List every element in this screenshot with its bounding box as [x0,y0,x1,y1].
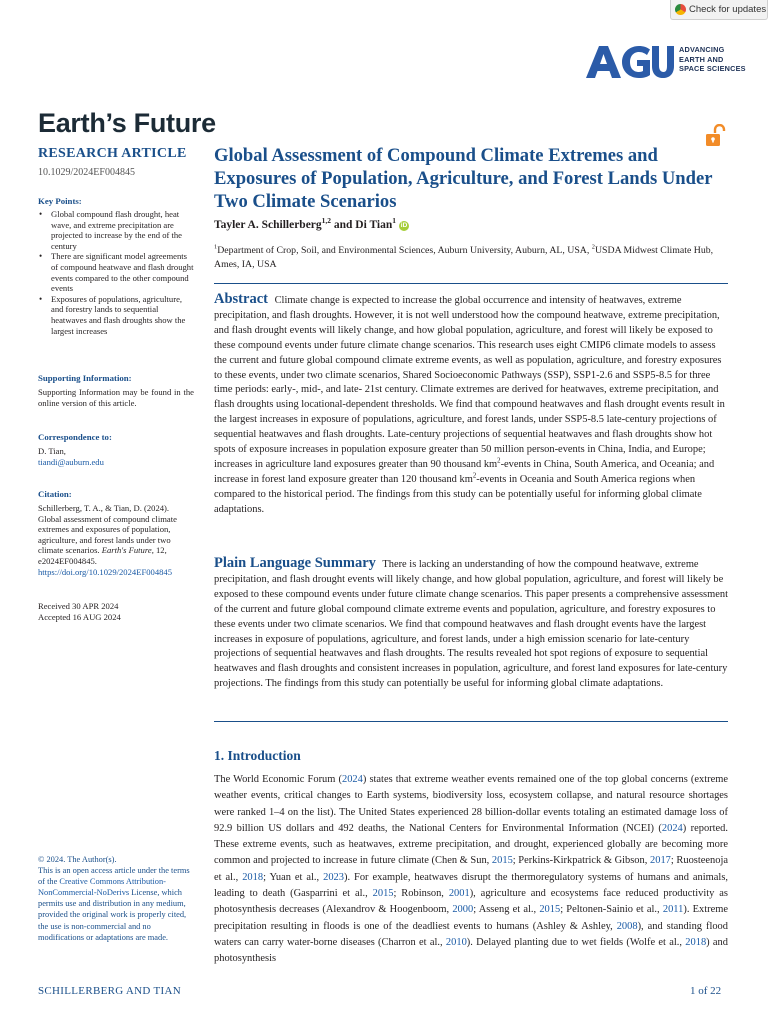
citation-journal: Earth's Future [101,545,152,556]
author-affil-sup: 1 [392,216,397,226]
license-text [38,854,194,943]
superscript: 2 [497,457,501,465]
affil-number: 2 [591,243,595,251]
intro-text: The World Economic Forum ( [214,774,342,785]
supporting-info-heading: Supporting Information: [38,373,132,383]
divider [214,283,728,284]
plain-language-summary [214,556,728,692]
affiliations [214,244,728,271]
affiliation: Department of Crop, Soil, and Environmental Sciences, Auburn University, Auburn, AL, USA, [217,245,592,256]
ref-link[interactable]: 2010 [445,936,467,948]
copyright: © 2024. The Author(s). [38,855,117,864]
correspondence-heading: Correspondence to: [38,432,112,442]
intro-text: ; Perkins-Kirkpatrick & Gibson, [512,855,650,867]
intro-text: ; Ruosteenoja et al., [214,855,729,883]
author-list [214,216,728,231]
intro-text: ; Yuan et al., [263,871,324,883]
footer-authors: SCHILLERBERG AND TIAN [38,985,181,997]
agu-logo [586,44,674,78]
citation-doi-link[interactable]: https://doi.org/10.1029/2024EF004845 [38,566,173,577]
check-for-updates-label: Check for updates [689,4,767,15]
affil-number: 1 [214,243,218,251]
affiliation: USDA Midwest Climate Hub, Ames, IA, USA [214,245,714,270]
author-name: Di Tian [355,219,393,231]
ref-link[interactable]: 2015 [491,855,513,867]
accepted-date: Accepted 16 AUG 2024 [38,612,121,622]
journal-title: Earth’s Future [38,108,216,138]
intro-text: ) and photosynthesis [214,936,728,965]
license-body: This is an open access article under the terms of the [38,866,190,887]
section-heading: 1. Introduction [214,748,301,763]
ref-link[interactable]: 2023 [323,871,344,883]
received-date: Received 30 APR 2024 [38,601,119,611]
correspondence-name: D. Tian, [38,446,66,456]
divider [214,721,728,722]
abstract-text: -events in China, South America, and Oceania; and increase in forest land exposure greater than 120 thousand km [214,458,715,485]
correspondence-email-link[interactable]: tiandi@auburn.edu [38,457,104,467]
ref-link[interactable]: 2015 [539,904,561,916]
intro-text: ), agriculture and ecosystems face reduced productivity as photosynthesis decreases (Alexandrov & Hoogenboom, [214,888,728,916]
superscript: 2 [472,472,477,480]
page-number: 1 of 22 [690,985,722,997]
intro-text: ). Extreme precipitation resulting in floods is one of the deadliest events to humans (Ashley & Ashley, [214,904,728,932]
key-points-heading: Key Points: [38,196,82,206]
intro-text: ). Delayed planting due to wet fields (Wolfe et al., [466,936,686,948]
key-points-list [38,209,194,336]
author-name: Tayler A. Schillerberg [214,219,322,231]
introduction-text [214,772,728,968]
agu-tagline-line: EARTH AND [679,54,724,64]
article-title: Global Assessment of Compound Climate Extremes and Exposures of Population, Agriculture, and Forest Lands Under Two Climate Scenarios [214,145,713,212]
intro-text: ) reported. These extreme events, such as heatwaves, extreme precipitation, and drought, experienced globally are becoming more common and projected to increase in future climate (Chen & Sun, [214,822,728,867]
agu-tagline-line: SPACE SCIENCES [679,64,746,74]
abstract-label: Abstract [214,291,268,307]
ref-link[interactable]: 2011 [662,904,684,916]
ref-link[interactable]: 2017 [650,855,671,867]
key-point: • Exposures of populations, agriculture, and forestry lands to sequential heatwaves and flash droughts show the largest increases [38,294,194,336]
citation-body: Schillerberg, T. A., & Tian, D. (2024). Global assessment of compound climate extremes and exposures of population, agriculture, and forest lands under two climate scenarios. [38,503,177,556]
doi: 10.1029/2024EF004845 [38,167,135,178]
agu-tagline-line: ADVANCING [679,45,725,54]
check-for-updates-button[interactable] [670,0,768,20]
supporting-info-text: Supporting Information may be found in the online version of this article. [38,387,194,408]
intro-text: ), and standing flood waters can carry water-borne diseases (Charron et al., [214,920,728,948]
agu-tagline [679,45,746,74]
license-body-end: License, which permits use and distribution in any medium, provided the original work is properly cited, the use is non-commercial and no modifications or adaptations are made. [38,888,187,942]
ref-link[interactable]: 2008 [616,920,638,932]
citation-text [38,503,194,577]
ref-link[interactable]: 2024 [341,774,363,785]
ref-link[interactable]: 2015 [372,888,394,900]
ref-link[interactable]: 2000 [452,904,474,916]
author-affil-sup: 1,2 [321,216,331,226]
abstract [214,292,728,518]
key-point: • Global compound flash drought, heat wave, and extreme precipitation are projected to increase by the end of the century [38,209,194,251]
key-point: • There are significant model agreements of compound heatwave and flash drought events compared to the other compound events [38,251,194,293]
ref-link[interactable]: 2018 [242,871,264,883]
author-conjunction: and [331,219,356,231]
abstract-text: Climate change is expected to increase the global occurrence and intensity of heatwaves, extreme precipitation, and flash droughts. However, it is not well understood how the compound heatwave, extreme precipitation, and flash drought events will likely change, and how global population, agriculture, and forest will likely be exposed to these compound events under future climate change scenarios. This research uses eight CMIP6 climate models to assess the current and future global compound climate extreme events, as well as population, agriculture, and forestry exposures to these events, under two climate scenarios, Shared Socioeconomic Pathways (SSP), SSP1-2.6 and SSP5-8.5 for three time periods: early-, mid-, and late- 21st century. Climate extremes are derived for heatwaves, extreme precipitation, and flash droughts using locational-dependent thresholds. We find that compound heatwaves and flash drought events result in the largest increases in exposure of populations, agriculture, and forest lands, under SSP5-8.5 late-century projections of sequential heatwaves and flash droughts. Late-century projections of sequential heatwaves and flash droughts show hot spots of exposure increases in population exposure greater than 50 million person-events in China, India, and Europe; increases in agriculture land exposures greater than 90 thousand km [214,295,725,470]
pls-label: Plain Language Summary [214,555,376,571]
ref-link[interactable]: 2018 [685,936,707,948]
citation-heading: Citation: [38,489,72,499]
article-type: RESEARCH ARTICLE [38,146,187,161]
intro-text: ; Peltonen-Sainio et al., [560,904,663,916]
pls-text: There is lacking an understanding of how the compound heatwave, extreme precipitation, and flash drought events will likely change, and how global population, agriculture, and forest will likely be exposed to these compound events under future climate change scenarios. This paper presents a comprehensive assessment of the current and future global compound climate extreme events and population, agriculture, and forestry exposures to these events under two climate scenarios. We find that compound heatwaves and flash drought events have the largest increases in exposure of populations, agriculture, and forest lands, under a high emission scenario for late-century projections of sequential heatwaves and flash droughts. The results revealed hot spot regions of exposure to sequential heatwaves and flash droughts and consistent increases in population, agriculture, and forest land exposures for late-century projections. The findings from this study can potentially be useful for informing global climate adaptations. [214,559,728,690]
crossmark-icon [675,4,686,15]
ref-link[interactable]: 2001 [448,888,470,900]
abstract-text: -events in Oceania and South America regions when compared to the historical period. The findings from this study can be potentially useful for informing global climate adaptations. [214,473,702,515]
orcid-icon[interactable]: iD [400,222,408,229]
citation-volume: , 12, [151,545,167,556]
citation-id: e2024EF004845. [38,555,97,566]
intro-text: ) states that extreme weather events remained one of the top global concerns (extreme weather events, critical changes to Earth systems, biodiversity loss, ecosystem collapse, and natural resource shortages were ranked 1–4 on the list). The United States experienced 28 billion-dollar events totaling an estimated damage loss of 92.9 billion US dollars and 492 deaths, the National Centers for Environmental Information (NCEI) ( [214,774,728,834]
license-link[interactable]: Creative Commons Attribution-NonCommercial-NoDerivs [38,877,166,898]
intro-text: ; Asseng et al., [473,904,540,916]
ref-link[interactable]: 2024 [661,822,683,834]
intro-text: ; Robinson, [393,888,449,900]
intro-text: ). For example, heatwaves disrupt the thermoregulatory systems of humans and animals, leading to death (Gasparrini et al., [214,871,728,900]
